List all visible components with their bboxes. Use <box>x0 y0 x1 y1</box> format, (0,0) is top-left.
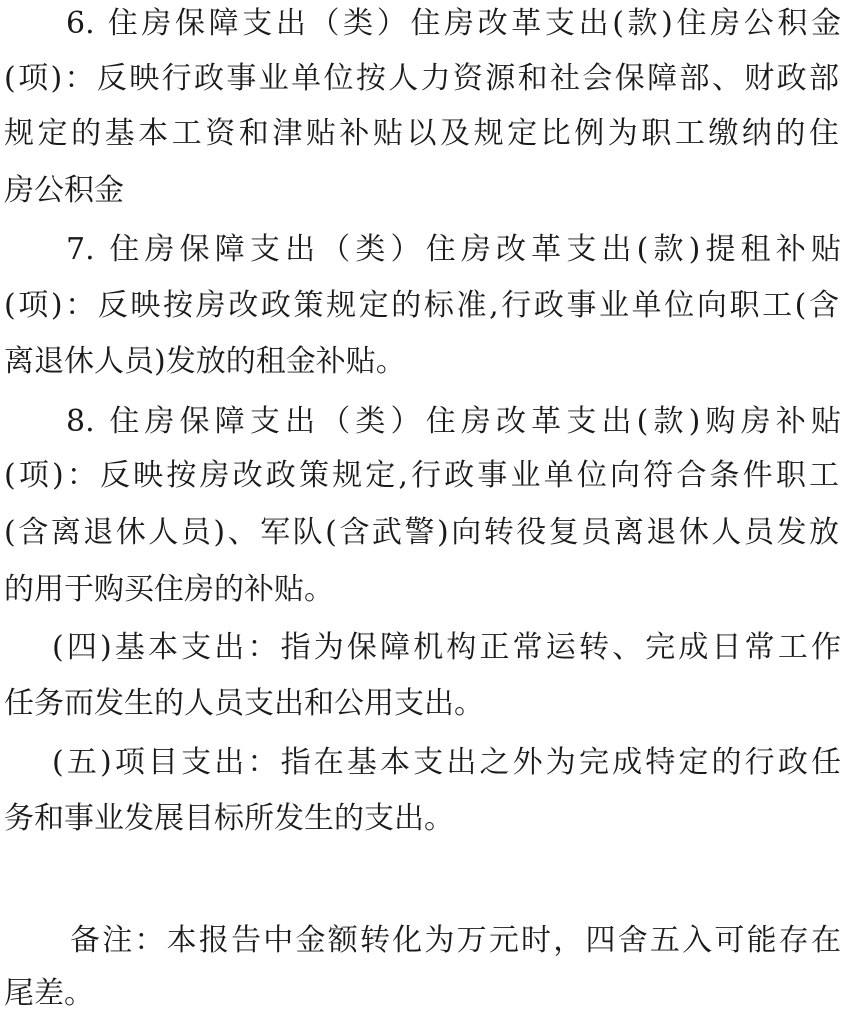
item-6-line-3: 规定的基本工资和津贴补贴以及规定比例为职工缴纳的住 <box>4 116 839 151</box>
item-6-line-4: 房公积金 <box>4 173 124 208</box>
basic-expenditure-line-2: 任务而发生的人员支出和公用支出。 <box>4 686 484 721</box>
note-line-1: 备注：本报告中金额转化为万元时，四舍五入可能存在 <box>70 923 841 958</box>
project-expenditure-line-2: 务和事业发展目标所发生的支出。 <box>4 801 454 836</box>
item-8-line-3: (含离退休人员)、军队(含武警)向转役复员离退休人员发放 <box>4 515 839 550</box>
item-6-line-1: 6. 住房保障支出（类）住房改革支出(款)住房公积金 <box>66 6 841 41</box>
item-8-line-2: (项)：反映按房改政策规定,行政事业单位向符合条件职工 <box>4 458 839 493</box>
item-8-line-4: 的用于购买住房的补贴。 <box>4 572 334 607</box>
basic-expenditure-line-1: (四)基本支出：指为保障机构正常运转、完成日常工作 <box>52 630 841 665</box>
item-8-line-1: 8. 住房保障支出（类）住房改革支出(款)购房补贴 <box>66 404 841 439</box>
note-line-2: 尾差。 <box>4 976 94 1011</box>
item-7-line-2: (项)：反映按房改政策规定的标准,行政事业单位向职工(含 <box>4 288 839 323</box>
item-7-line-3: 离退休人员)发放的租金补贴。 <box>4 344 406 379</box>
item-7-line-1: 7. 住房保障支出（类）住房改革支出(款)提租补贴 <box>66 232 841 267</box>
project-expenditure-line-1: (五)项目支出：指在基本支出之外为完成特定的行政任 <box>52 745 841 780</box>
item-6-line-2: (项)：反映行政事业单位按人力资源和社会保障部、财政部 <box>4 61 839 96</box>
